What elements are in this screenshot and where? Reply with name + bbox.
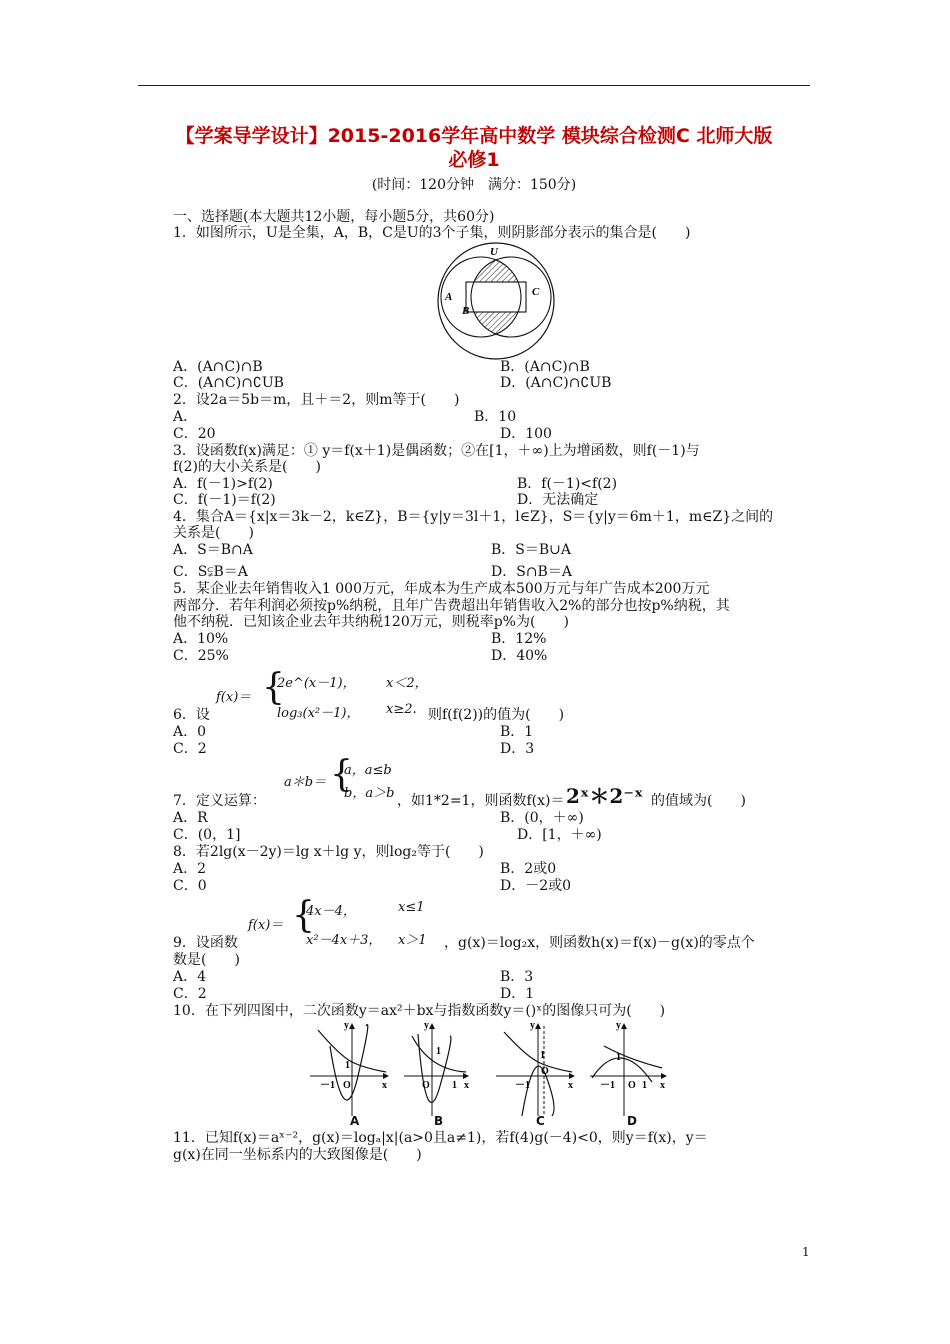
q1-option-b: B．(A∩C)∩B [500,359,590,375]
q3-stem-1: 3．设函数f(x)满足：① y＝f(x＋1)是偶函数；②在[1，＋∞)上为增函数，则f(－1)与 [173,443,700,459]
q2-option-b: B．10 [474,409,517,425]
q5-stem-2: 两部分．若年利润必须按p%纳税，且年广告费超出年销售收入2%的部分也按p%纳税，其 [173,598,730,614]
q7-suffix: 的值域为( ) [651,793,746,809]
q5-option-d: D．40% [491,648,548,664]
q3-option-b: B．f(－1)<f(2) [517,476,618,492]
graph-d-x: x [660,1080,665,1091]
q10-stem: 10．在下列四图中，二次函数y＝ax²＋bx与指数函数y＝()ˣ的图像只可为( ) [173,1003,666,1019]
graph-d-one-x: 1 [642,1080,647,1091]
q9-piece-1: 4x－4， [306,904,356,919]
q11-stem-1: 11．已知f(x)＝aˣ⁻²，g(x)＝logₐ|x|(a>0且a≠1)，若f(4)g(－4)<0，则y＝f(x)，y＝ [173,1130,708,1146]
q9-option-c: C．2 [173,986,207,1002]
q9-suffix: ，g(x)＝log₂x，则函数h(x)＝f(x)－g(x)的零点个 [444,935,755,951]
label-u: U [490,246,498,258]
q3-option-c: C．f(－1)＝f(2) [173,492,276,508]
graph-a-y: y [344,1020,349,1031]
q8-stem: 8．若2lg(x－2y)＝lg x＋lg y，则log₂等于( ) [173,844,484,860]
q8-option-a: A．2 [173,861,207,877]
q9-option-a: A．4 [173,969,207,985]
q5-option-b: B．12% [491,631,547,647]
q4-option-b: B．S＝B∪A [491,542,572,558]
q6-option-d: D．3 [500,741,535,757]
top-rule [138,85,810,86]
q1-option-a: A．(A∩C)∩B [173,359,263,375]
q9-cond-1: x≤1 [398,900,425,915]
q6-option-a: A．0 [173,724,207,740]
graph-b-one-x: 1 [452,1080,457,1091]
q6-option-c: C．2 [173,741,207,757]
q7-expression: 2ˣ＊2⁻ˣ [566,784,644,808]
q11-stem-2: g(x)在同一坐标系内的大致图像是( ) [173,1147,422,1163]
graph-a-neg1: －1 [320,1080,335,1091]
graph-b-o: O [422,1080,430,1091]
q1-option-c: C．(A∩C)∩∁UB [173,375,284,391]
graph-c [496,1020,574,1116]
q4-stem-2: 关系是( ) [173,525,254,541]
q6-cond-2: x≥2. [386,702,417,717]
q4-option-d: D．S∩B＝A [491,564,572,580]
q2-stem: 2．设2a＝5b＝m，且＋＝2，则m等于( ) [173,392,460,408]
q9-prefix: 9．设函数 [173,935,238,951]
section-heading: 一、选择题(本大题共12小题，每小题5分，共60分) [173,209,495,225]
graph-b-x: x [464,1080,469,1091]
q7-mid: ，如1*2=1，则函数f(x)＝ [397,793,565,809]
title-line-1: 【学案导学设计】2015-2016学年高中数学 模块综合检测C 北师大版 [175,125,773,147]
q3-option-a: A．f(－1)>f(2) [173,476,273,492]
q10-caption-d: D [627,1114,637,1128]
q2-option-a: A． [173,409,198,425]
q7-option-b: B．(0，＋∞) [500,810,584,826]
q3-stem-2: f(2)的大小关系是( ) [173,459,321,475]
q6-suffix: 则f(f(2))的值为( ) [428,707,565,723]
graph-d-one-y: 1 [616,1052,621,1063]
graph-a [310,1020,388,1116]
label-c: C [532,286,540,298]
q6-brace: { [262,667,285,708]
q4-stem-1: 4．集合A＝{x|x＝3k－2，k∈Z}，B＝{y|y＝3l＋1，l∈Z}，S＝{y|y＝6m＋1，m∈Z}之间的 [173,509,774,525]
graph-a-x: x [382,1080,387,1091]
q6-piece-1: 2e^(x－1)， [277,676,356,691]
graph-d [590,1020,666,1116]
q5-stem-3: 他不纳税．已知该企业去年共纳税120万元，则税率p%为( ) [173,614,569,630]
label-b: B [462,305,470,317]
q9-option-b: B．3 [500,969,534,985]
q9-fx: f(x)＝ [248,918,284,933]
q7-def: a＊b＝ [284,775,327,790]
q5-option-a: A．10% [173,631,229,647]
graph-c-x: x [568,1080,573,1091]
q5-option-c: C．25% [173,648,229,664]
document-title [138,124,810,172]
q2-option-c: C．20 [173,426,216,442]
q9-cond-2: x＞1 [398,933,427,948]
q3-option-d: D．无法确定 [517,492,599,508]
q7-piece-1: a，a≤b [344,763,392,778]
q7-piece-2: b，a＞b [344,786,395,801]
label-a: A [445,291,453,303]
q8-option-d: D．－2或0 [500,878,572,894]
graph-b-y: y [424,1020,429,1031]
graph-c-neg1: －1 [515,1080,530,1091]
venn-diagram [436,240,556,362]
q7-option-d: D．[1，＋∞) [517,827,602,843]
q10-caption-c: C [536,1114,545,1128]
graph-c-y: y [530,1020,535,1031]
q4-option-a: A．S＝B∩A [173,542,253,558]
q9-piece-2: x²－4x＋3， [306,933,382,948]
q9-brace: { [292,895,315,936]
q2-option-d: D．100 [500,426,552,442]
q10-caption-b: B [434,1114,444,1128]
page-number: 1 [802,1245,810,1259]
graph-d-y: y [616,1020,621,1031]
q7-option-c: C．(0，1] [173,827,241,843]
graph-c-one: 1 [540,1050,545,1061]
q7-brace: { [330,754,353,795]
graph-d-neg1: －1 [600,1080,615,1091]
q9-option-d: D．1 [500,986,535,1002]
q9-stem-2: 数是( ) [173,952,240,968]
q8-option-b: B．2或0 [500,861,557,877]
graph-c-o: O [541,1066,549,1077]
graph-a-one: 1 [345,1060,350,1071]
q6-piece-2: log₃(x²－1)， [277,706,360,721]
exam-info: (时间：120分钟 满分：150分) [371,177,577,193]
title-line-2: 必修1 [448,149,500,171]
q4-option-c: C．S⫋B＝A [173,564,248,580]
graph-b [404,1020,469,1116]
q1-stem: 1．如图所示，U是全集，A，B，C是U的3个子集，则阴影部分表示的集合是( ) [173,225,691,241]
q7-option-a: A．R [173,810,208,826]
graph-b-one-y: 1 [436,1046,441,1057]
q8-option-c: C．0 [173,878,207,894]
q5-stem-1: 5．某企业去年销售收入1 000万元，年成本为生产成本500万元与年广告成本200万元 [173,581,710,597]
q7-prefix: 7．定义运算： [173,793,266,809]
q6-fx: f(x)＝ [216,690,252,705]
graph-a-o: O [343,1080,351,1091]
q1-option-d: D．(A∩C)∩∁UB [500,375,612,391]
q10-graphs [300,1016,680,1128]
q10-caption-a: A [350,1114,360,1128]
q6-cond-1: x＜2， [386,676,428,691]
q6-prefix: 6．设 [173,707,210,723]
graph-d-o: O [628,1080,636,1091]
q6-option-b: B．1 [500,724,534,740]
